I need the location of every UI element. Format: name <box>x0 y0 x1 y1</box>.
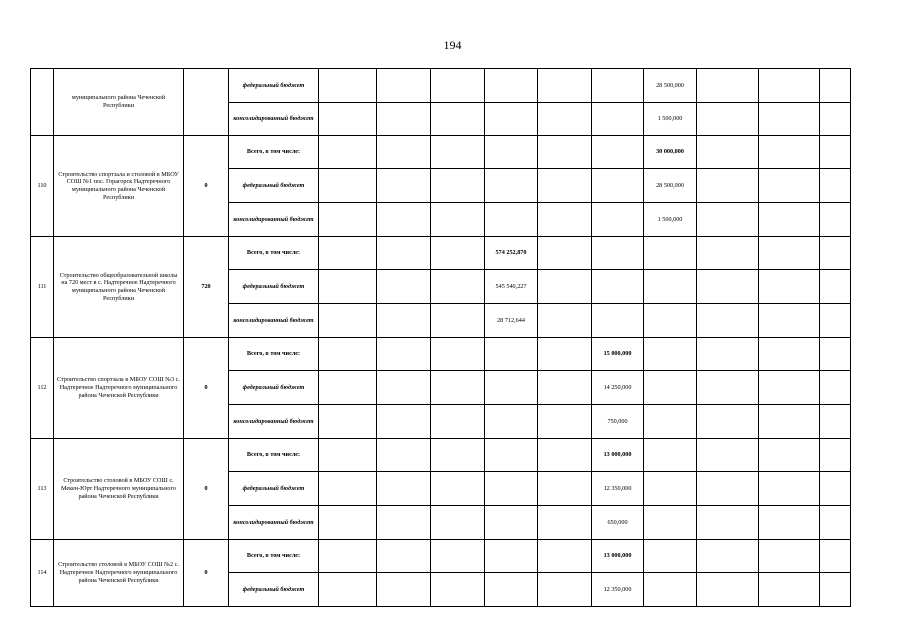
funding-source: федеральный бюджет <box>229 472 319 506</box>
value-cell: 13 000,000 <box>592 439 644 472</box>
value-cell <box>538 506 592 540</box>
value-cell <box>820 506 851 540</box>
value-cell <box>820 237 851 270</box>
value-cell <box>377 405 431 439</box>
table-row <box>31 136 851 169</box>
value-cell <box>319 169 377 203</box>
funding-source: консолидированный бюджет <box>229 103 319 136</box>
value-cell <box>592 136 644 169</box>
value-cell <box>485 472 538 506</box>
value-cell <box>485 439 538 472</box>
object-name: Строительство спортзала в МБОУ СОШ №3 с. Надтеречное Надтеречного муниципального района Чеченской Республики <box>54 338 184 439</box>
value-cell: 28 500,000 <box>644 169 697 203</box>
value-cell: 12 350,000 <box>592 472 644 506</box>
value-cell <box>377 203 431 237</box>
value-cell <box>538 103 592 136</box>
value-cell <box>319 573 377 607</box>
value-cell <box>820 136 851 169</box>
capacity <box>184 69 229 136</box>
value-cell <box>820 270 851 304</box>
value-cell <box>697 439 759 472</box>
value-cell <box>759 304 820 338</box>
value-cell <box>319 304 377 338</box>
value-cell <box>820 371 851 405</box>
value-cell <box>644 371 697 405</box>
funding-source: консолидированный бюджет <box>229 304 319 338</box>
value-cell: 14 250,000 <box>592 371 644 405</box>
value-cell <box>697 338 759 371</box>
value-cell <box>592 69 644 103</box>
value-cell <box>697 270 759 304</box>
table-row <box>31 439 851 472</box>
value-cell <box>644 540 697 573</box>
value-cell <box>759 540 820 573</box>
value-cell <box>759 169 820 203</box>
value-cell <box>377 304 431 338</box>
value-cell <box>431 169 485 203</box>
value-cell <box>697 169 759 203</box>
value-cell <box>377 270 431 304</box>
value-cell <box>644 472 697 506</box>
value-cell <box>697 304 759 338</box>
value-cell <box>485 338 538 371</box>
value-cell: 1 500,000 <box>644 203 697 237</box>
value-cell <box>431 203 485 237</box>
value-cell <box>820 540 851 573</box>
value-cell <box>431 371 485 405</box>
value-cell <box>538 169 592 203</box>
value-cell <box>319 270 377 304</box>
value-cell <box>759 237 820 270</box>
value-cell <box>431 136 485 169</box>
value-cell <box>697 472 759 506</box>
value-cell <box>592 169 644 203</box>
value-cell <box>377 371 431 405</box>
value-cell <box>431 304 485 338</box>
value-cell <box>377 103 431 136</box>
value-cell: 28 712,644 <box>485 304 538 338</box>
value-cell <box>485 540 538 573</box>
value-cell <box>538 540 592 573</box>
value-cell <box>820 573 851 607</box>
value-cell: 750,000 <box>592 405 644 439</box>
value-cell <box>319 338 377 371</box>
funding-source: Всего, в том числе: <box>229 237 319 270</box>
value-cell <box>644 573 697 607</box>
value-cell <box>485 169 538 203</box>
value-cell <box>644 270 697 304</box>
row-number: 110 <box>31 136 54 237</box>
value-cell <box>644 338 697 371</box>
value-cell <box>759 439 820 472</box>
value-cell <box>820 472 851 506</box>
value-cell <box>377 169 431 203</box>
funding-source: федеральный бюджет <box>229 69 319 103</box>
value-cell <box>759 103 820 136</box>
value-cell <box>820 304 851 338</box>
object-name: муниципального района Чеченской Республики <box>54 69 184 136</box>
value-cell <box>319 405 377 439</box>
value-cell <box>538 472 592 506</box>
value-cell <box>592 237 644 270</box>
value-cell <box>759 371 820 405</box>
value-cell <box>319 472 377 506</box>
object-name: Строительство общеобразовательной школы на 720 мест в с. Надтеречное Надтеречного муниципального района Чеченской Республики <box>54 237 184 338</box>
funding-source: Всего, в том числе: <box>229 136 319 169</box>
value-cell <box>319 540 377 573</box>
value-cell <box>538 573 592 607</box>
value-cell <box>644 237 697 270</box>
value-cell <box>377 506 431 540</box>
capacity: 0 <box>184 439 229 540</box>
funding-source: федеральный бюджет <box>229 169 319 203</box>
value-cell <box>431 439 485 472</box>
value-cell <box>820 439 851 472</box>
table-row <box>31 237 851 270</box>
value-cell <box>759 270 820 304</box>
value-cell <box>592 203 644 237</box>
value-cell <box>697 136 759 169</box>
value-cell <box>697 203 759 237</box>
value-cell <box>759 405 820 439</box>
funding-source: консолидированный бюджет <box>229 203 319 237</box>
value-cell <box>759 338 820 371</box>
value-cell: 13 000,000 <box>592 540 644 573</box>
value-cell <box>697 371 759 405</box>
value-cell <box>759 573 820 607</box>
value-cell <box>697 540 759 573</box>
value-cell <box>485 405 538 439</box>
value-cell <box>697 573 759 607</box>
value-cell <box>319 371 377 405</box>
table-row <box>31 540 851 573</box>
value-cell: 650,000 <box>592 506 644 540</box>
value-cell <box>319 439 377 472</box>
value-cell <box>319 203 377 237</box>
value-cell <box>538 136 592 169</box>
value-cell <box>485 573 538 607</box>
value-cell: 30 000,000 <box>644 136 697 169</box>
object-name: Строительство спортзала и столовой в МБОУ СОШ №1 пос. Горагорск Надтеречного муниципального района Чеченской Республики <box>54 136 184 237</box>
value-cell <box>485 203 538 237</box>
value-cell <box>592 103 644 136</box>
funding-source: консолидированный бюджет <box>229 506 319 540</box>
value-cell <box>697 237 759 270</box>
object-name: Строительство столовой в МБОУ СОШ с. Мекен-Юрт Надтеречного муниципального района Чеченской Республики <box>54 439 184 540</box>
value-cell <box>377 136 431 169</box>
budget-table <box>30 68 851 607</box>
value-cell <box>644 405 697 439</box>
value-cell <box>538 439 592 472</box>
value-cell <box>820 405 851 439</box>
funding-source: Всего, в том числе: <box>229 338 319 371</box>
value-cell <box>820 103 851 136</box>
value-cell <box>377 573 431 607</box>
funding-source: Всего, в том числе: <box>229 540 319 573</box>
value-cell <box>538 405 592 439</box>
value-cell: 15 000,000 <box>592 338 644 371</box>
value-cell <box>319 136 377 169</box>
funding-source: федеральный бюджет <box>229 573 319 607</box>
value-cell <box>697 69 759 103</box>
value-cell <box>538 338 592 371</box>
value-cell <box>697 506 759 540</box>
row-number: 112 <box>31 338 54 439</box>
value-cell <box>538 203 592 237</box>
value-cell: 28 500,000 <box>644 69 697 103</box>
row-number: 111 <box>31 237 54 338</box>
value-cell <box>538 371 592 405</box>
value-cell <box>377 69 431 103</box>
funding-source: консолидированный бюджет <box>229 405 319 439</box>
value-cell <box>538 270 592 304</box>
value-cell <box>759 203 820 237</box>
value-cell <box>697 103 759 136</box>
value-cell <box>377 472 431 506</box>
value-cell <box>319 506 377 540</box>
funding-source: Всего, в том числе: <box>229 439 319 472</box>
value-cell <box>431 540 485 573</box>
value-cell <box>644 304 697 338</box>
value-cell <box>820 169 851 203</box>
value-cell <box>431 506 485 540</box>
value-cell: 1 500,000 <box>644 103 697 136</box>
value-cell <box>592 270 644 304</box>
value-cell <box>377 237 431 270</box>
funding-source: федеральный бюджет <box>229 270 319 304</box>
value-cell <box>319 237 377 270</box>
value-cell <box>319 69 377 103</box>
value-cell <box>431 573 485 607</box>
value-cell <box>377 540 431 573</box>
value-cell <box>697 405 759 439</box>
table-row <box>31 338 851 371</box>
value-cell <box>644 506 697 540</box>
value-cell <box>431 237 485 270</box>
value-cell <box>592 304 644 338</box>
table-row <box>31 69 851 103</box>
value-cell <box>759 136 820 169</box>
value-cell <box>431 69 485 103</box>
value-cell <box>759 472 820 506</box>
value-cell <box>485 103 538 136</box>
value-cell <box>431 472 485 506</box>
value-cell <box>377 439 431 472</box>
value-cell <box>485 69 538 103</box>
value-cell <box>538 237 592 270</box>
value-cell <box>820 69 851 103</box>
value-cell <box>759 506 820 540</box>
capacity: 0 <box>184 136 229 237</box>
value-cell <box>431 338 485 371</box>
object-name: Строительство столовой в МБОУ СОШ №2 с. Надтеречное Надтеречного муниципального района Чеченской Республики <box>54 540 184 607</box>
row-number <box>31 69 54 136</box>
value-cell <box>820 338 851 371</box>
value-cell <box>431 405 485 439</box>
value-cell <box>644 439 697 472</box>
row-number: 113 <box>31 439 54 540</box>
value-cell: 545 540,227 <box>485 270 538 304</box>
value-cell <box>431 103 485 136</box>
value-cell <box>485 136 538 169</box>
funding-source: федеральный бюджет <box>229 371 319 405</box>
capacity: 0 <box>184 540 229 607</box>
value-cell <box>431 270 485 304</box>
row-number: 114 <box>31 540 54 607</box>
value-cell <box>319 103 377 136</box>
value-cell: 12 350,000 <box>592 573 644 607</box>
value-cell <box>759 69 820 103</box>
value-cell <box>820 203 851 237</box>
value-cell: 574 252,870 <box>485 237 538 270</box>
value-cell <box>485 371 538 405</box>
capacity: 0 <box>184 338 229 439</box>
capacity: 720 <box>184 237 229 338</box>
value-cell <box>377 338 431 371</box>
value-cell <box>538 304 592 338</box>
value-cell <box>485 506 538 540</box>
page-number: 194 <box>443 38 462 52</box>
value-cell <box>538 69 592 103</box>
